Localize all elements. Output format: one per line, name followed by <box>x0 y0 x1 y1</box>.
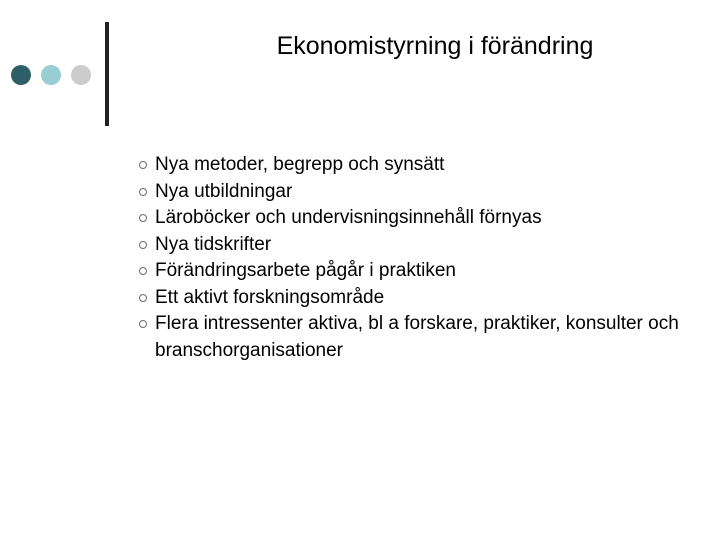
slide-title: Ekonomistyrning i förändring <box>276 32 594 60</box>
bullet-item <box>130 285 690 312</box>
hollow-circle-icon <box>139 188 147 196</box>
bullet-item <box>130 258 690 285</box>
hollow-circle-icon <box>139 161 147 169</box>
decor-vertical-line <box>105 22 109 126</box>
bullet-item <box>130 179 690 206</box>
decor-dot-gray <box>71 65 91 85</box>
decor-dot-dark <box>11 65 31 85</box>
bullet-item <box>130 205 690 232</box>
bullet-text: Nya tidskrifter <box>155 233 272 255</box>
bullet-text: Läroböcker och undervisningsinnehåll förnyas <box>155 207 542 228</box>
bullet-text: Nya metoder, begrepp och synsätt <box>155 154 445 175</box>
hollow-circle-icon <box>139 294 147 302</box>
hollow-circle-icon <box>139 241 147 249</box>
bullet-item <box>130 232 690 259</box>
bullet-item <box>130 152 690 179</box>
decor-dot-light-teal <box>41 65 61 85</box>
hollow-circle-icon <box>139 267 147 275</box>
bullet-list <box>130 152 690 364</box>
bullet-text: Flera intressenter aktiva, bl a forskare, praktiker, konsulter och branschorganisationer <box>155 313 679 361</box>
hollow-circle-icon <box>139 214 147 222</box>
hollow-circle-icon <box>139 320 147 328</box>
bullet-item <box>130 311 690 364</box>
bullet-text: Nya utbildningar <box>155 180 293 202</box>
bullet-text: Ett aktivt forskningsområde <box>155 286 385 308</box>
bullet-text: Förändringsarbete pågår i praktiken <box>155 260 457 281</box>
